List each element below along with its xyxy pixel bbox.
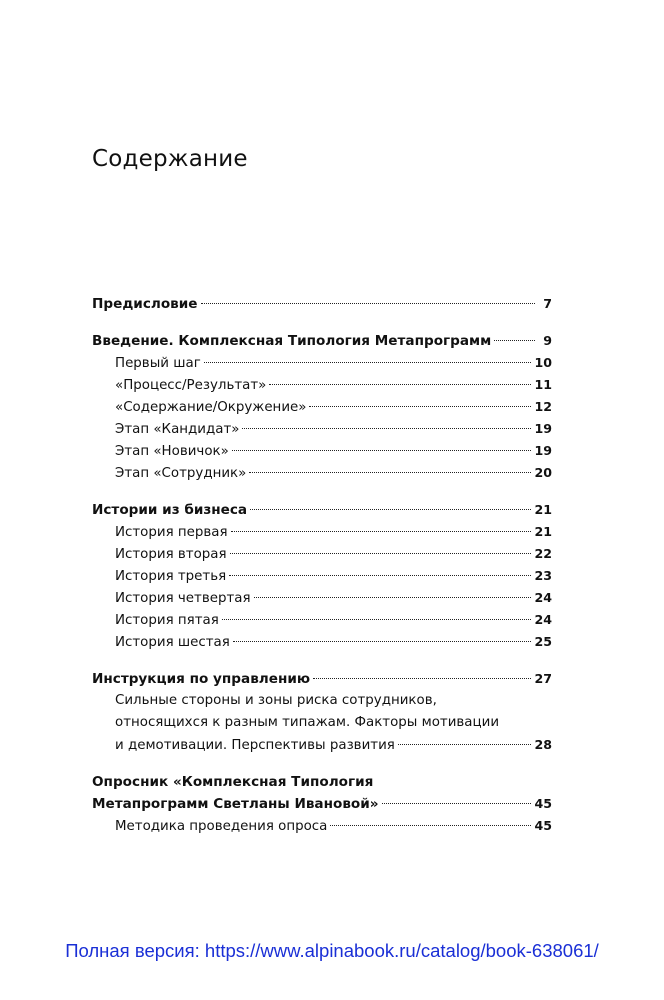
dot-leader bbox=[254, 597, 532, 598]
dot-leader bbox=[382, 803, 532, 804]
toc-entry-instructions[interactable] bbox=[92, 668, 552, 690]
toc-entry-page: 22 bbox=[534, 546, 552, 561]
dot-leader bbox=[229, 575, 531, 576]
toc-entry-label: Истории из бизнеса bbox=[92, 502, 248, 518]
toc-entry-label-line: Метапрограмм Светланы Ивановой» bbox=[92, 796, 379, 812]
toc-subentry[interactable] bbox=[92, 631, 552, 653]
toc-subentry-strengths-risks[interactable] bbox=[92, 690, 552, 756]
dot-leader bbox=[233, 641, 532, 642]
toc-entry-label: Инструкция по управлению bbox=[92, 671, 311, 687]
toc-entry-intro[interactable] bbox=[92, 330, 552, 352]
dot-leader bbox=[230, 553, 532, 554]
dot-leader bbox=[204, 362, 532, 363]
toc-subentry[interactable] bbox=[92, 352, 552, 374]
toc-entry-label-line: относящихся к разным типажам. Факторы мотивации bbox=[115, 715, 500, 730]
toc-entry-questionnaire[interactable] bbox=[92, 771, 552, 815]
dot-leader bbox=[201, 303, 535, 304]
toc-subentry[interactable] bbox=[92, 462, 552, 484]
toc-subentry[interactable] bbox=[92, 521, 552, 543]
dot-leader bbox=[313, 678, 531, 679]
toc-entry-label: Этап «Кандидат» bbox=[115, 422, 240, 437]
dot-leader bbox=[222, 619, 532, 620]
toc-entry-last-line bbox=[115, 734, 552, 756]
toc-entry-page: 19 bbox=[534, 421, 552, 436]
toc-entry-stories[interactable] bbox=[92, 499, 552, 521]
page-title: Содержание bbox=[92, 146, 248, 172]
toc-subentry[interactable] bbox=[92, 587, 552, 609]
toc-entry-page: 45 bbox=[534, 818, 552, 833]
toc-entry-label-line: Сильные стороны и зоны риска сотрудников, bbox=[115, 693, 437, 708]
toc-entry-page: 24 bbox=[534, 590, 552, 605]
dot-leader bbox=[494, 340, 535, 341]
toc-entry-label: «Процесс/Результат» bbox=[115, 378, 267, 393]
toc-entry-label: Введение. Комплексная Типология Метапрограмм bbox=[92, 333, 492, 349]
toc-entry-page: 23 bbox=[534, 568, 552, 583]
toc-subentry[interactable] bbox=[92, 609, 552, 631]
toc-entry-label: История первая bbox=[115, 525, 228, 540]
toc-entry-label: Предисловие bbox=[92, 296, 198, 312]
toc-subentry[interactable] bbox=[92, 565, 552, 587]
toc-entry-label: «Содержание/Окружение» bbox=[115, 400, 307, 415]
toc-entry-label: Этап «Новичок» bbox=[115, 444, 229, 459]
dot-leader bbox=[309, 406, 531, 407]
dot-leader bbox=[398, 744, 532, 745]
toc-entry-page: 7 bbox=[543, 296, 552, 311]
toc-entry-page: 27 bbox=[534, 671, 552, 686]
toc-entry-page: 45 bbox=[534, 796, 552, 811]
toc-entry-label-line: и демотивации. Перспективы развития bbox=[115, 738, 395, 753]
toc-entry-page: 19 bbox=[534, 443, 552, 458]
toc-entry-page: 20 bbox=[534, 465, 552, 480]
toc-entry-label: История четвертая bbox=[115, 591, 251, 606]
toc-subentry[interactable] bbox=[92, 396, 552, 418]
toc-entry-page: 10 bbox=[534, 355, 552, 370]
toc-entry-page: 9 bbox=[543, 333, 552, 348]
toc-entry-page: 21 bbox=[534, 524, 552, 539]
toc-entry-page: 21 bbox=[534, 502, 552, 517]
toc-entry-preface[interactable] bbox=[92, 293, 552, 315]
dot-leader bbox=[249, 472, 531, 473]
toc-entry-page: 12 bbox=[534, 399, 552, 414]
toc-subentry[interactable] bbox=[92, 418, 552, 440]
toc-subentry[interactable] bbox=[92, 374, 552, 396]
dot-leader bbox=[232, 450, 532, 451]
toc-subentry[interactable] bbox=[92, 440, 552, 462]
dot-leader bbox=[242, 428, 531, 429]
full-version-link[interactable]: Полная версия: https://www.alpinabook.ru/catalog/book-638061/ bbox=[65, 940, 599, 961]
dot-leader bbox=[231, 531, 532, 532]
toc-entry-label: История вторая bbox=[115, 547, 227, 562]
toc-entry-label-line: Опросник «Комплексная Типология bbox=[92, 774, 374, 790]
dot-leader bbox=[269, 384, 531, 385]
toc-entry-label: Первый шаг bbox=[115, 356, 201, 371]
toc-entry-page: 11 bbox=[534, 377, 552, 392]
dot-leader bbox=[330, 825, 531, 826]
toc-entry-label: История третья bbox=[115, 569, 227, 584]
toc-subentry[interactable] bbox=[92, 543, 552, 565]
toc-subentry[interactable] bbox=[92, 815, 552, 837]
dot-leader bbox=[250, 509, 531, 510]
toc-entry-label: История шестая bbox=[115, 635, 230, 650]
toc-entry-page: 24 bbox=[534, 612, 552, 627]
toc-entry-label: Этап «Сотрудник» bbox=[115, 466, 247, 481]
toc-entry-label: История пятая bbox=[115, 613, 219, 628]
toc-entry-label: Методика проведения опроса bbox=[115, 819, 328, 834]
toc-entry-page: 25 bbox=[534, 634, 552, 649]
toc-entry-page: 28 bbox=[534, 737, 552, 752]
toc-entry-last-line bbox=[92, 793, 552, 815]
table-of-contents bbox=[92, 293, 552, 837]
